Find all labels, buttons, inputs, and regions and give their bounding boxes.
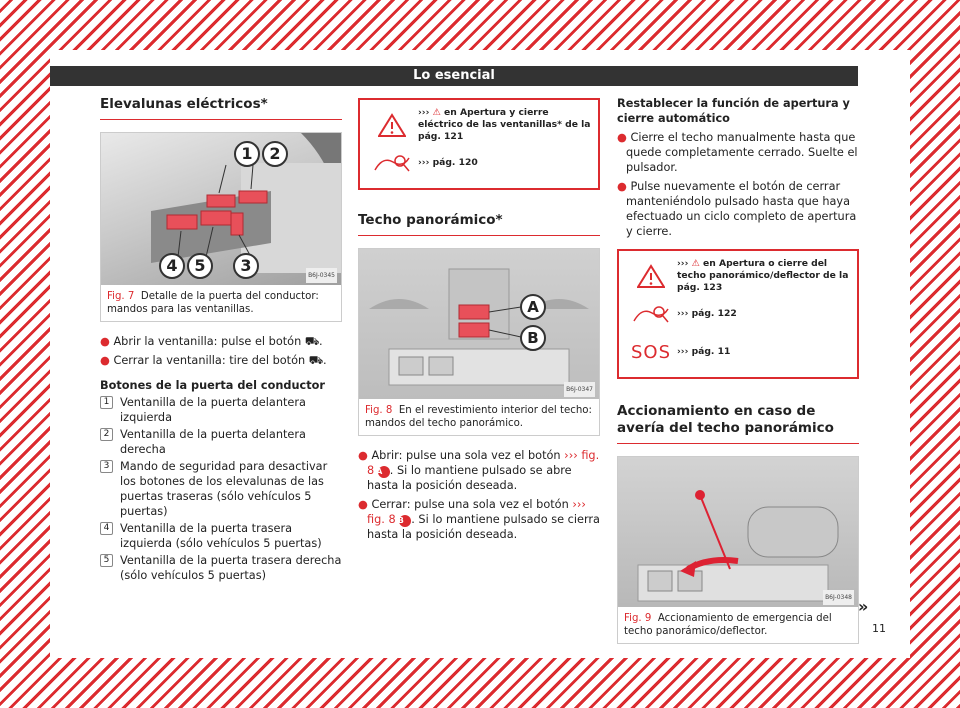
- figure-8-caption: Fig. 8 En el revestimiento interior del techo: mandos del techo panorámico.: [359, 399, 599, 435]
- bullet-open-roof: ● Abrir: pulse una sola vez el botón ››› fig. 8 A . Si lo mantiene pulsado se abre hasta la posición deseada.: [358, 449, 600, 492]
- bullet-press-again: ● Pulse nuevamente el botón de cerrar manteniéndolo pulsado hasta que haya efectuado un ciclo completo de apertura y cierre.: [617, 180, 857, 238]
- callout-1: 1: [234, 141, 260, 167]
- section-title-elevalunas: Elevalunas eléctricos*: [100, 96, 342, 120]
- window-button-icon: ⛟: [308, 354, 323, 367]
- section-title-techo: Techo panorámico*: [358, 212, 600, 236]
- environment-icon: [625, 303, 677, 325]
- environment-row: ››› pág. 122: [625, 295, 851, 333]
- emergency-illustration: [618, 457, 858, 607]
- roof-control-illustration: [359, 249, 599, 399]
- roof-control-photo: [359, 249, 599, 399]
- callout-2: 2: [262, 141, 288, 167]
- callout-5: 5: [187, 253, 213, 279]
- continue-arrow: »: [858, 597, 869, 616]
- figure-8: [358, 248, 600, 436]
- column-3: [617, 96, 859, 644]
- column-2: [358, 96, 600, 542]
- window-switch-photo: [101, 133, 341, 285]
- subheading-driver-door: Botones de la puerta del conductor: [100, 379, 325, 392]
- warning-row: ››› ⚠ en Apertura o cierre del techo panorámico/deflector de la pág. 123: [625, 257, 851, 295]
- fig8-link[interactable]: ››› fig. 8: [367, 498, 586, 526]
- figure-9-caption: Fig. 9 Accionamiento de emergencia del techo panorámico/deflector.: [618, 607, 858, 643]
- bullet-close-manually: ● Cierre el techo manualmente hasta que quede completamente cerrado. Suelte el pulsador.: [617, 131, 858, 174]
- figure-code: B6J-0348: [823, 590, 854, 605]
- figure-code: B6J-0347: [564, 382, 595, 397]
- window-button-icon: ⛟: [304, 335, 320, 348]
- bullet-close-window: ● Cerrar la ventanilla: tire del botón ⛟.: [100, 354, 327, 367]
- callout-a: A: [520, 294, 546, 320]
- bullet-close-roof: ● Cerrar: pulse una sola vez el botón ››› fig. 8 B . Si lo mantiene pulsado se cierra hasta la posición deseada.: [358, 498, 600, 541]
- window-switch-illustration: [101, 133, 341, 285]
- list-item: 2 Ventanilla de la puerta delantera derecha: [100, 427, 342, 457]
- bullet-open-window: ● Abrir la ventanilla: pulse el botón ⛟.: [100, 335, 323, 348]
- list-item: 3 Mando de seguridad para desactivar los botones de los elevalunas de las puertas traseras (sólo vehículos 5 puertas): [100, 459, 342, 519]
- figure-7-caption: Fig. 7 Detalle de la puerta del conductor: mandos para las ventanillas.: [101, 285, 341, 321]
- page-number: 11: [872, 622, 886, 635]
- list-item: 1 Ventanilla de la puerta delantera izquierda: [100, 395, 342, 425]
- callout-3: 3: [233, 253, 259, 279]
- list-item: 5 Ventanilla de la puerta trasera derecha (sólo vehículos 5 puertas): [100, 553, 342, 583]
- emergency-photo: [618, 457, 858, 607]
- warning-triangle-icon: [366, 113, 418, 137]
- callout-b: B: [520, 325, 546, 351]
- badge-a: A: [378, 466, 390, 478]
- warning-row: ››› ⚠ en Apertura y cierre eléctrico de las ventanillas* de la pág. 121: [366, 106, 592, 144]
- fig8-link[interactable]: ››› fig. 8: [367, 449, 600, 477]
- page-header: Lo esencial: [50, 66, 858, 86]
- environment-row: ››› pág. 120: [366, 144, 592, 182]
- sos-row: SOS ››› pág. 11: [625, 333, 851, 371]
- warning-box: [617, 249, 859, 379]
- environment-icon: [366, 152, 418, 174]
- column-1: [100, 96, 342, 583]
- heading-restablecer: Restablecer la función de apertura y cierre automático: [617, 97, 850, 125]
- figure-9: [617, 456, 859, 644]
- warning-box: [358, 98, 600, 190]
- callout-4: 4: [159, 253, 185, 279]
- figure-code: B6J-0345: [306, 268, 337, 283]
- warning-triangle-icon: [625, 264, 677, 288]
- badge-b: B: [399, 515, 411, 527]
- section-title-accionamiento: Accionamiento en caso de avería del techo panorámico: [617, 403, 859, 444]
- sos-icon: SOS: [630, 341, 672, 363]
- list-item: 4 Ventanilla de la puerta trasera izquierda (sólo vehículos 5 puertas): [100, 521, 342, 551]
- figure-7: [100, 132, 342, 322]
